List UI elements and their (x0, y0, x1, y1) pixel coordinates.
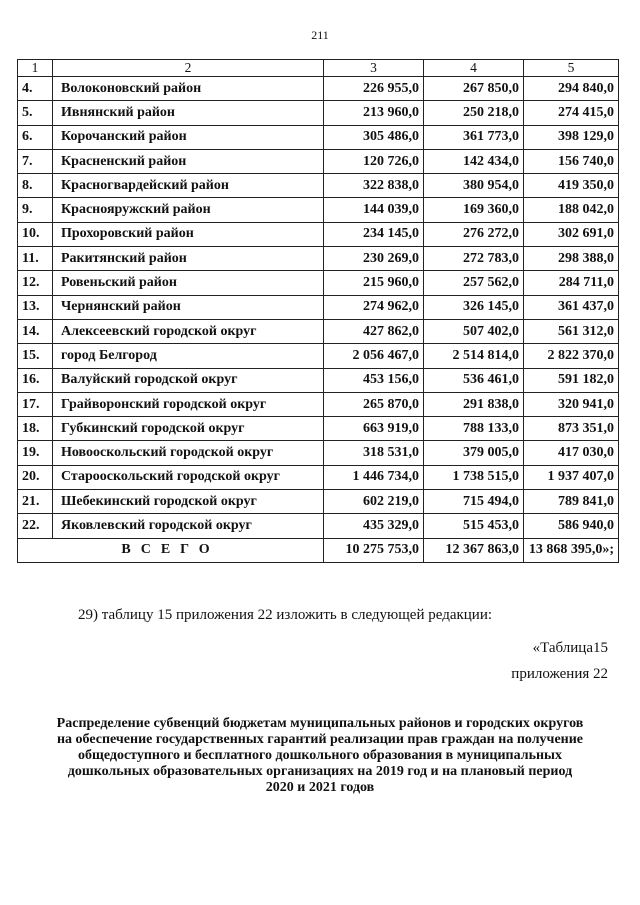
row-number: 16. (18, 368, 53, 392)
district-name: Корочанский район (53, 125, 324, 149)
value-2021: 789 841,0 (524, 490, 619, 514)
row-number: 11. (18, 247, 53, 271)
value-2021: 2 822 370,0 (524, 344, 619, 368)
district-name: Новооскольский городской округ (53, 441, 324, 465)
row-number: 6. (18, 125, 53, 149)
total-2021: 13 868 395,0»; (524, 538, 619, 562)
district-name: Старооскольский городской округ (53, 465, 324, 489)
value-2019: 305 486,0 (324, 125, 424, 149)
value-2019: 663 919,0 (324, 417, 424, 441)
value-2021: 188 042,0 (524, 198, 619, 222)
value-2021: 284 711,0 (524, 271, 619, 295)
heading-line: 2020 и 2021 годов (265, 780, 375, 795)
col-header-2021: 5 (524, 60, 619, 77)
value-2019: 602 219,0 (324, 490, 424, 514)
district-name: Ровеньский район (53, 271, 324, 295)
row-number: 19. (18, 441, 53, 465)
col-header-2020: 4 (424, 60, 524, 77)
table-row (18, 514, 619, 538)
row-number: 4. (18, 77, 53, 101)
heading-line: дошкольных образовательных организациях на 2019 год и на плановый период (67, 764, 573, 779)
value-2020: 1 738 515,0 (424, 465, 524, 489)
value-2021: 591 182,0 (524, 368, 619, 392)
value-2020: 272 783,0 (424, 247, 524, 271)
value-2019: 230 269,0 (324, 247, 424, 271)
district-name: Губкинский городской округ (53, 417, 324, 441)
value-2020: 2 514 814,0 (424, 344, 524, 368)
row-number: 18. (18, 417, 53, 441)
col-header-2019: 3 (324, 60, 424, 77)
value-2020: 788 133,0 (424, 417, 524, 441)
table-row (18, 392, 619, 416)
row-number: 5. (18, 101, 53, 125)
value-2019: 435 329,0 (324, 514, 424, 538)
row-number: 8. (18, 174, 53, 198)
table-header-row (18, 60, 619, 77)
district-name: Алексеевский городской округ (53, 319, 324, 343)
district-name: Прохоровский район (53, 222, 324, 246)
value-2019: 144 039,0 (324, 198, 424, 222)
table-row (18, 77, 619, 101)
table-row (18, 465, 619, 489)
value-2021: 561 312,0 (524, 319, 619, 343)
value-2020: 276 272,0 (424, 222, 524, 246)
value-2019: 120 726,0 (324, 149, 424, 173)
value-2021: 274 415,0 (524, 101, 619, 125)
value-2021: 873 351,0 (524, 417, 619, 441)
value-2021: 302 691,0 (524, 222, 619, 246)
district-name: Красногвардейский район (53, 174, 324, 198)
row-number: 7. (18, 149, 53, 173)
value-2021: 298 388,0 (524, 247, 619, 271)
table-row (18, 441, 619, 465)
table-row (18, 295, 619, 319)
row-number: 22. (18, 514, 53, 538)
value-2019: 1 446 734,0 (324, 465, 424, 489)
table-row (18, 222, 619, 246)
value-2020: 536 461,0 (424, 368, 524, 392)
value-2020: 142 434,0 (424, 149, 524, 173)
table-row (18, 101, 619, 125)
district-name: Ивнянский район (53, 101, 324, 125)
table-reference-line1: «Таблица15 (532, 640, 608, 656)
page-number: 211 (311, 28, 329, 42)
table-row (18, 198, 619, 222)
value-2021: 398 129,0 (524, 125, 619, 149)
table-row (18, 174, 619, 198)
row-number: 15. (18, 344, 53, 368)
district-name: Волоконовский район (53, 77, 324, 101)
value-2021: 294 840,0 (524, 77, 619, 101)
col-header-name: 2 (53, 60, 324, 77)
district-name: Ракитянский район (53, 247, 324, 271)
table-row (18, 149, 619, 173)
value-2020: 169 360,0 (424, 198, 524, 222)
row-number: 17. (18, 392, 53, 416)
row-number: 9. (18, 198, 53, 222)
table-row (18, 368, 619, 392)
amendment-paragraph: 29) таблицу 15 приложения 22 изложить в следующей редакции: (78, 607, 493, 623)
value-2021: 361 437,0 (524, 295, 619, 319)
value-2019: 213 960,0 (324, 101, 424, 125)
row-number: 14. (18, 319, 53, 343)
value-2020: 507 402,0 (424, 319, 524, 343)
value-2020: 380 954,0 (424, 174, 524, 198)
value-2021: 156 740,0 (524, 149, 619, 173)
value-2019: 226 955,0 (324, 77, 424, 101)
total-2019: 10 275 753,0 (324, 538, 424, 562)
row-number: 20. (18, 465, 53, 489)
value-2019: 2 056 467,0 (324, 344, 424, 368)
table-row (18, 247, 619, 271)
table-row (18, 125, 619, 149)
value-2021: 586 940,0 (524, 514, 619, 538)
total-row (18, 538, 619, 562)
value-2019: 274 962,0 (324, 295, 424, 319)
district-name: Чернянский район (53, 295, 324, 319)
value-2020: 250 218,0 (424, 101, 524, 125)
value-2019: 453 156,0 (324, 368, 424, 392)
table-row (18, 490, 619, 514)
row-number: 10. (18, 222, 53, 246)
district-name: город Белгород (53, 344, 324, 368)
value-2019: 234 145,0 (324, 222, 424, 246)
value-2019: 322 838,0 (324, 174, 424, 198)
row-number: 21. (18, 490, 53, 514)
value-2019: 265 870,0 (324, 392, 424, 416)
value-2019: 427 862,0 (324, 319, 424, 343)
heading-line: Распределение субвенций бюджетам муниципальных районов и городских округов (56, 716, 584, 731)
district-name: Шебекинский городской округ (53, 490, 324, 514)
heading-line: общедоступного и бесплатного дошкольного образования в муниципальных (78, 748, 562, 763)
value-2020: 715 494,0 (424, 490, 524, 514)
table-reference-line2: приложения 22 (511, 666, 608, 682)
row-number: 12. (18, 271, 53, 295)
heading-line: на обеспечение государственных гарантий реализации прав граждан на получение (56, 732, 584, 747)
value-2020: 361 773,0 (424, 125, 524, 149)
value-2021: 1 937 407,0 (524, 465, 619, 489)
value-2021: 417 030,0 (524, 441, 619, 465)
table-row (18, 344, 619, 368)
district-name: Яковлевский городской округ (53, 514, 324, 538)
table-row (18, 417, 619, 441)
total-label: ВСЕГО (18, 538, 324, 562)
subvention-table (17, 59, 619, 563)
value-2020: 267 850,0 (424, 77, 524, 101)
table-body (18, 77, 619, 539)
value-2020: 257 562,0 (424, 271, 524, 295)
col-header-number: 1 (18, 60, 53, 77)
value-2019: 318 531,0 (324, 441, 424, 465)
value-2020: 379 005,0 (424, 441, 524, 465)
value-2020: 515 453,0 (424, 514, 524, 538)
table-row (18, 319, 619, 343)
district-name: Валуйский городской округ (53, 368, 324, 392)
value-2020: 291 838,0 (424, 392, 524, 416)
total-2020: 12 367 863,0 (424, 538, 524, 562)
value-2021: 419 350,0 (524, 174, 619, 198)
value-2020: 326 145,0 (424, 295, 524, 319)
row-number: 13. (18, 295, 53, 319)
table-row (18, 271, 619, 295)
section-heading (20, 716, 620, 796)
value-2019: 215 960,0 (324, 271, 424, 295)
district-name: Красненский район (53, 149, 324, 173)
district-name: Грайворонский городской округ (53, 392, 324, 416)
value-2021: 320 941,0 (524, 392, 619, 416)
district-name: Краснояружский район (53, 198, 324, 222)
